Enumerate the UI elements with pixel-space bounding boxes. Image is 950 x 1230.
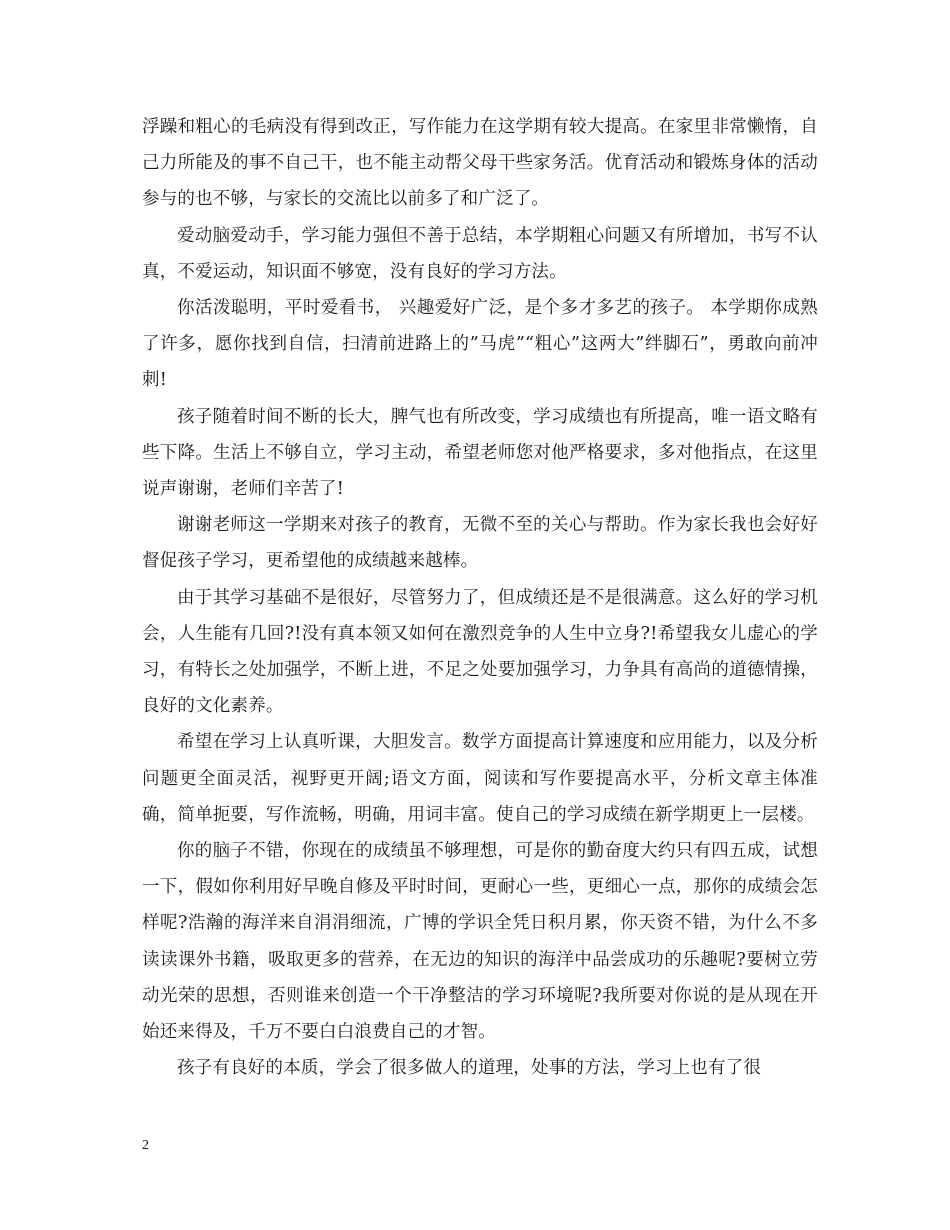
paragraph-7: 希望在学习上认真听课，大胆发言。数学方面提高计算速度和应用能力，以及分析问题更全面灵活，视野更开阔;语文方面，阅读和写作要提高水平，分析文章主体准确，简单扼要，写作流畅，明确，用词丰富。使自己的学习成绩在新学期更上一层楼。: [142, 732, 818, 825]
page-number: 2: [142, 1138, 149, 1153]
paragraph-8: 你的脑子不错，你现在的成绩虽不够理想，可是你的勤奋度大约只有四五成，试想一下，假如你利用好早晚自修及平时时间，更耐心一些，更细心一点，那你的成绩会怎样呢?浩瀚的海洋来自涓涓细流，广博的学识全凭日积月累，你天资不错，为什么不多读读课外书籍，吸取更多的营养，在无边的知识的海洋中品尝成功的乐趣呢?要树立劳动光荣的思想，否则谁来创造一个干净整洁的学习环境呢?我所要对你说的是从现在开始还来得及，千万不要白白浪费自己的才智。: [142, 841, 818, 1043]
paragraph-2: 爱动脑爱动手，学习能力强但不善于总结，本学期粗心问题又有所增加，书写不认真，不爱运动，知识面不够宽，没有良好的学习方法。: [142, 225, 818, 282]
paragraph-4: 孩子随着时间不断的长大，脾气也有所改变，学习成绩也有所提高，唯一语文略有些下降。生活上不够自立，学习主动，希望老师您对他严格要求，多对他指点，在这里说声谢谢，老师们辛苦了!: [142, 406, 818, 500]
paragraph-1: 浮躁和粗心的毛病没有得到改正，写作能力在这学期有较大提高。在家里非常懒惰，自己力所能及的事不自己干，也不能主动帮父母干些家务活。优育活动和锻炼身体的活动参与的也不够，与家长的交流比以前多了和广泛了。: [142, 117, 818, 210]
paragraph-6: 由于其学习基础不是很好，尽管努力了，但成绩还是不是很满意。这么好的学习机会，人生能有几回?!没有真本领又如何在激烈竞争的人生中立身?!希望我女儿虚心的学习，有特长之处加强学，不断上进，不足之处要加强学习，力争具有高尚的道德情操，良好的文化素养。: [142, 587, 818, 717]
paragraph-9: 孩子有良好的本质，学会了很多做人的道理，处事的方法，学习上也有了很: [177, 1058, 762, 1079]
paragraph-5: 谢谢老师这一学期来对孩子的教育，无微不至的关心与帮助。作为家长我也会好好督促孩子学习，更希望他的成绩越来越棒。: [142, 515, 818, 572]
document-body: [142, 109, 818, 1086]
paragraph-3: 你活泼聪明，平时爱看书， 兴趣爱好广泛，是个多才多艺的孩子。 本学期你成熟了许多，愿你找到自信，扫清前进路上的”马虎”“粗心”这两大”绊脚石”，勇敢向前冲刺!: [142, 298, 818, 391]
